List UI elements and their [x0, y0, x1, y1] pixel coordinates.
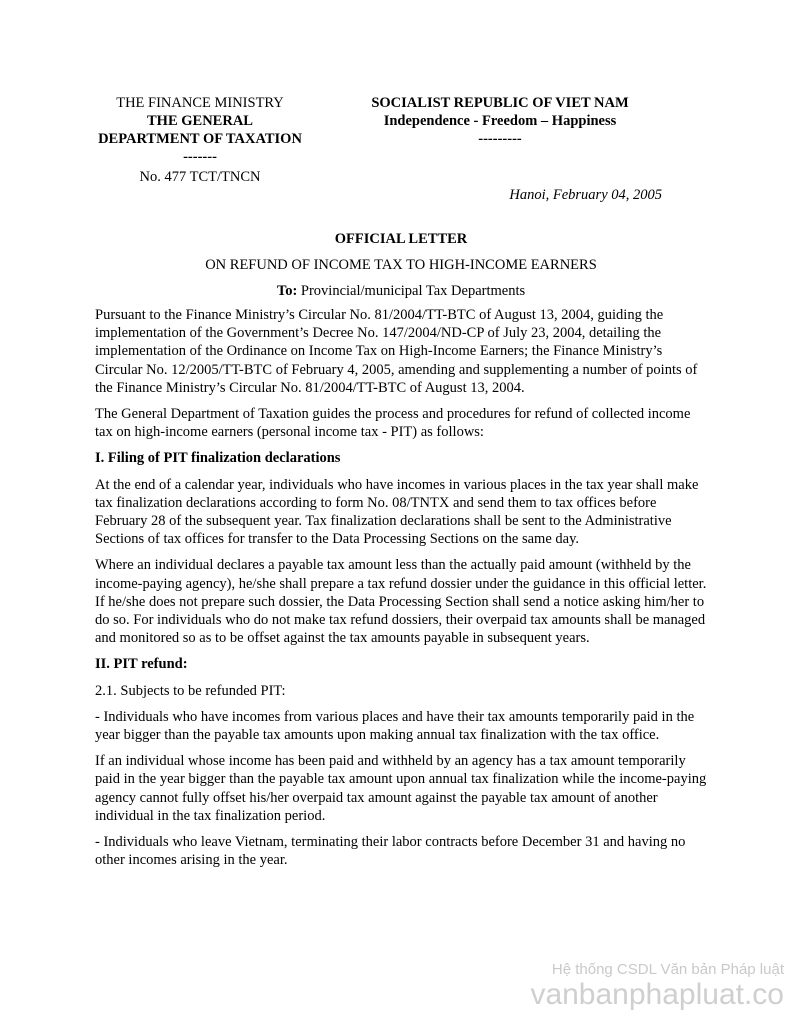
- paragraph-subject-withheld: If an individual whose income has been paid and withheld by an agency has a tax amount temporarily paid in the year bigger than the payable tax amount upon annual tax finalization while the income-paying agency cannot fully offset his/her overpaid tax amount against the payable tax amount of another individual in the tax finalization period.: [95, 753, 707, 824]
- country-name: SOCIALIST REPUBLIC OF VIET NAM: [371, 95, 629, 111]
- document-subtitle: ON REFUND OF INCOME TAX TO HIGH-INCOME EARNERS: [205, 257, 597, 273]
- watermark: [530, 961, 784, 1011]
- ministry-name: THE FINANCE MINISTRY: [116, 95, 284, 111]
- document-body: [95, 306, 707, 869]
- document-header: [95, 94, 707, 206]
- document-page: [95, 94, 707, 877]
- section-heading-2: II. PIT refund:: [95, 656, 188, 673]
- motto-divider: ---------: [478, 131, 522, 147]
- paragraph-intro: The General Department of Taxation guides the process and procedures for refund of collected income tax on high-income earners (personal income tax - PIT) as follows:: [95, 406, 691, 441]
- document-title: OFFICIAL LETTER: [334, 231, 468, 247]
- document-number: No. 477 TCT/TNCN: [139, 169, 261, 185]
- paragraph-filing: At the end of a calendar year, individuals who have incomes in various places in the tax year shall make tax finalization declarations according to form No. 08/TNTX and send them to tax offices before February 28 of the subsequent year. Tax finalization declarations shall be sent to the Administrative Sections of tax offices for transfer to the Data Processing Sections on the same day.: [95, 476, 699, 548]
- watermark-site: vanbanphapluat.co: [530, 978, 784, 1011]
- recipient-line: [95, 282, 707, 300]
- issuer-divider: -------: [183, 149, 217, 165]
- paragraph-subjects: 2.1. Subjects to be refunded PIT:: [95, 682, 286, 699]
- issue-date: Hanoi, February 04, 2005: [509, 187, 662, 203]
- national-motto: Independence - Freedom – Happiness: [383, 113, 617, 129]
- paragraph-subject-2: - Individuals who leave Vietnam, terminating their labor contracts before December 31 and having no other incomes arising in the year.: [95, 834, 686, 869]
- recipient-value: Provincial/municipal Tax Departments: [297, 283, 526, 299]
- issuer-block: [95, 94, 305, 186]
- department-name: THE GENERAL DEPARTMENT OF TAXATION: [98, 113, 302, 147]
- recipient-label: To:: [276, 283, 298, 299]
- national-title-block: [340, 94, 660, 148]
- paragraph-pursuant: Pursuant to the Finance Ministry’s Circular No. 81/2004/TT-BTC of August 13, 2004, guiding the implementation of the Government’s Decree No. 147/2004/ND-CP of July 23, 2004, detailing the implementation of the Ordinance on Income Tax on High-Income Earners; the Finance Ministry’s Circular No. 12/2005/TT-BTC of February 4, 2005, amending and supplementing a number of points of the Finance Ministry’s Circular No. 81/2004/TT-BTC of August 13, 2004.: [95, 307, 698, 396]
- paragraph-subject-1: - Individuals who have incomes from various places and have their tax amounts temporarily paid in the year bigger than the payable tax amounts upon making annual tax finalization with the tax office.: [95, 708, 695, 744]
- paragraph-overpaid: Where an individual declares a payable tax amount less than the actually paid amount (withheld by the income-paying agency), he/she shall prepare a tax refund dossier under the guidance in this official letter. If he/she does not prepare such dossier, the Data Processing Section shall send a notice asking him/her to do so. For individuals who do not make tax refund dossiers, their overpaid tax amounts shall be managed and monitored so as to be offset against the tax amounts payable in subsequent years.: [95, 557, 707, 647]
- watermark-tagline: Hệ thống CSDL Văn bản Pháp luật: [551, 961, 784, 978]
- section-heading-1: I. Filing of PIT finalization declarations: [95, 450, 341, 467]
